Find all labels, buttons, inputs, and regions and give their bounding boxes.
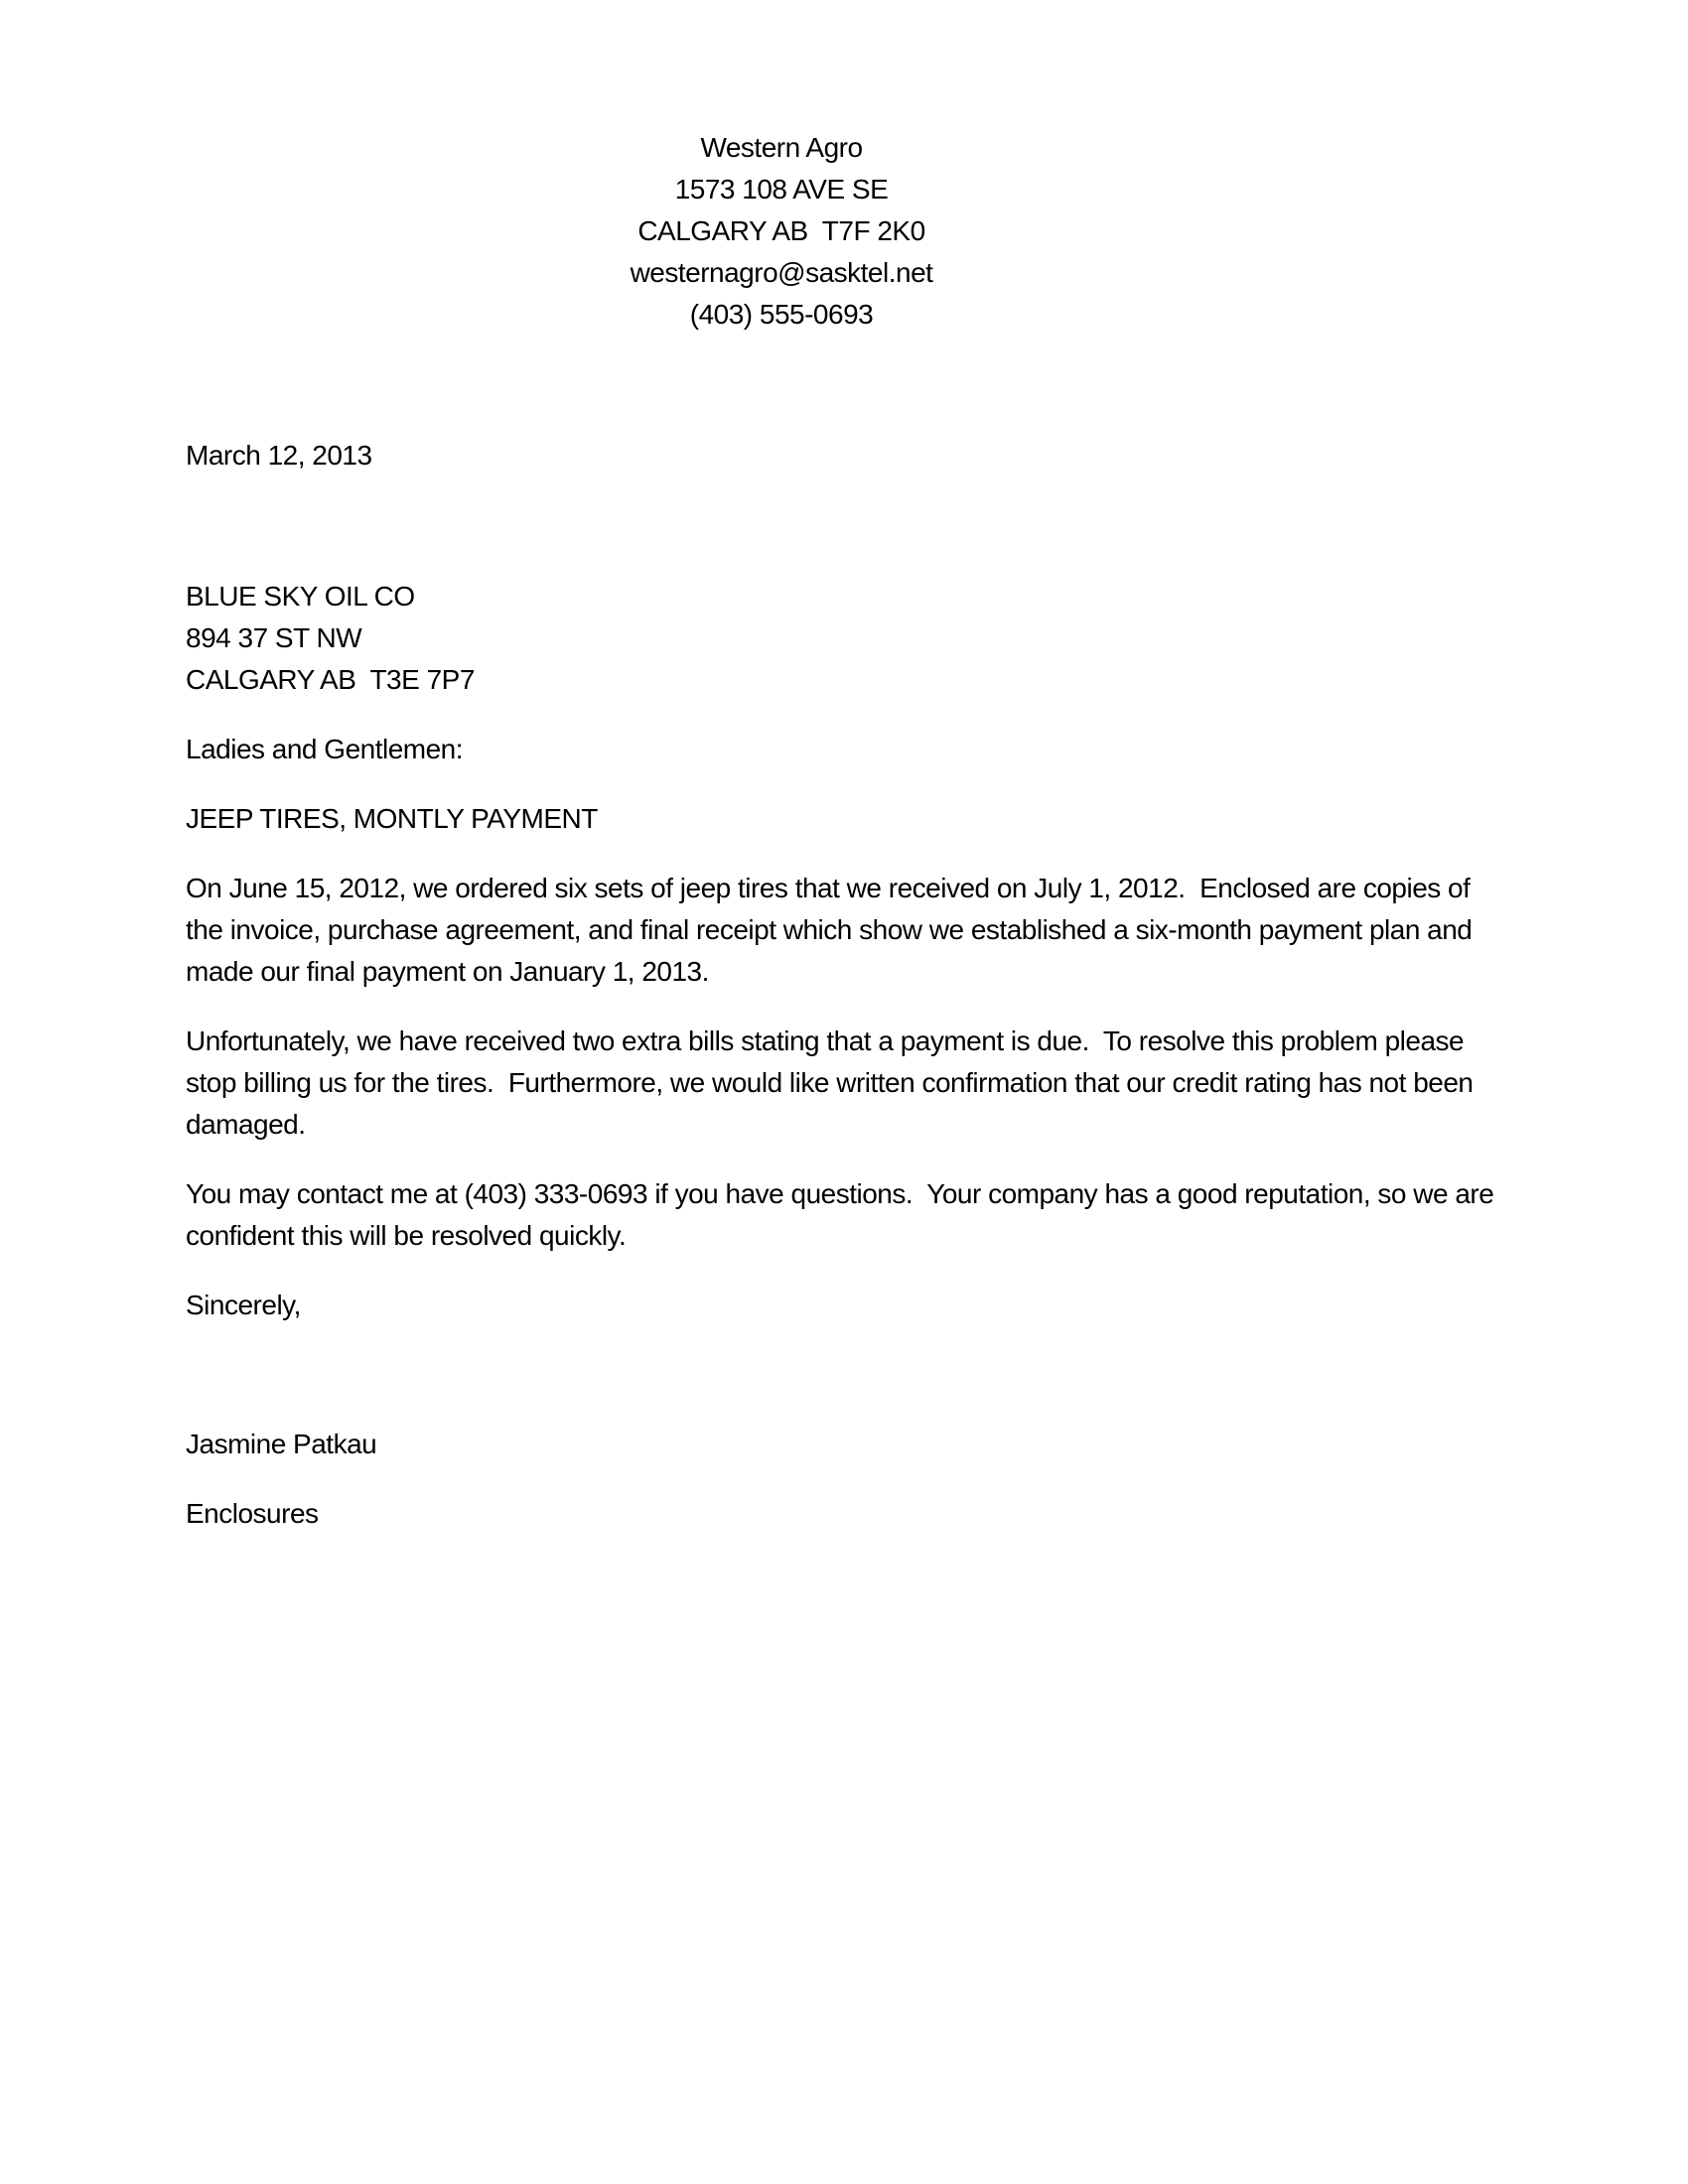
sender-address-line2: CALGARY AB T7F 2K0 [637,215,925,246]
closing: Sincerely, [186,1290,301,1320]
sender-email: westernagro@sasktel.net [630,257,933,288]
recipient-address-line2: CALGARY AB T3E 7P7 [186,664,475,695]
body-paragraph-3: You may contact me at (403) 333-0693 if you have questions. Your company has a good reputation, so we are confident this will be resolved quickly. [186,1178,1494,1251]
sender-address-line1: 1573 108 AVE SE [674,174,889,205]
sender-name: Western Agro [700,132,863,163]
enclosures-note: Enclosures [186,1498,319,1529]
body-paragraph-2: Unfortunately, we have received two extra bills stating that a payment is due. To resolve this problem please stop billing us for the tires. Furthermore, we would like written confirmation that our credit rating has not been damaged. [186,1025,1474,1140]
recipient-address-line1: 894 37 ST NW [186,622,362,653]
letter-date: March 12, 2013 [186,440,372,471]
body-paragraph-1: On June 15, 2012, we ordered six sets of jeep tires that we received on July 1, 2012. Enclosed are copies of the invoice, purchase agreement, and final receipt which show we established a six-month payment plan and made our final payment on January 1, 2013. [186,873,1473,987]
signature-name: Jasmine Patkau [186,1429,377,1459]
sender-block [186,127,1377,336]
recipient-block [186,576,1501,701]
salutation: Ladies and Gentlemen: [186,734,464,764]
recipient-name: BLUE SKY OIL CO [186,581,415,612]
sender-phone: (403) 555-0693 [689,299,874,330]
subject-line: JEEP TIRES, MONTLY PAYMENT [186,803,598,834]
